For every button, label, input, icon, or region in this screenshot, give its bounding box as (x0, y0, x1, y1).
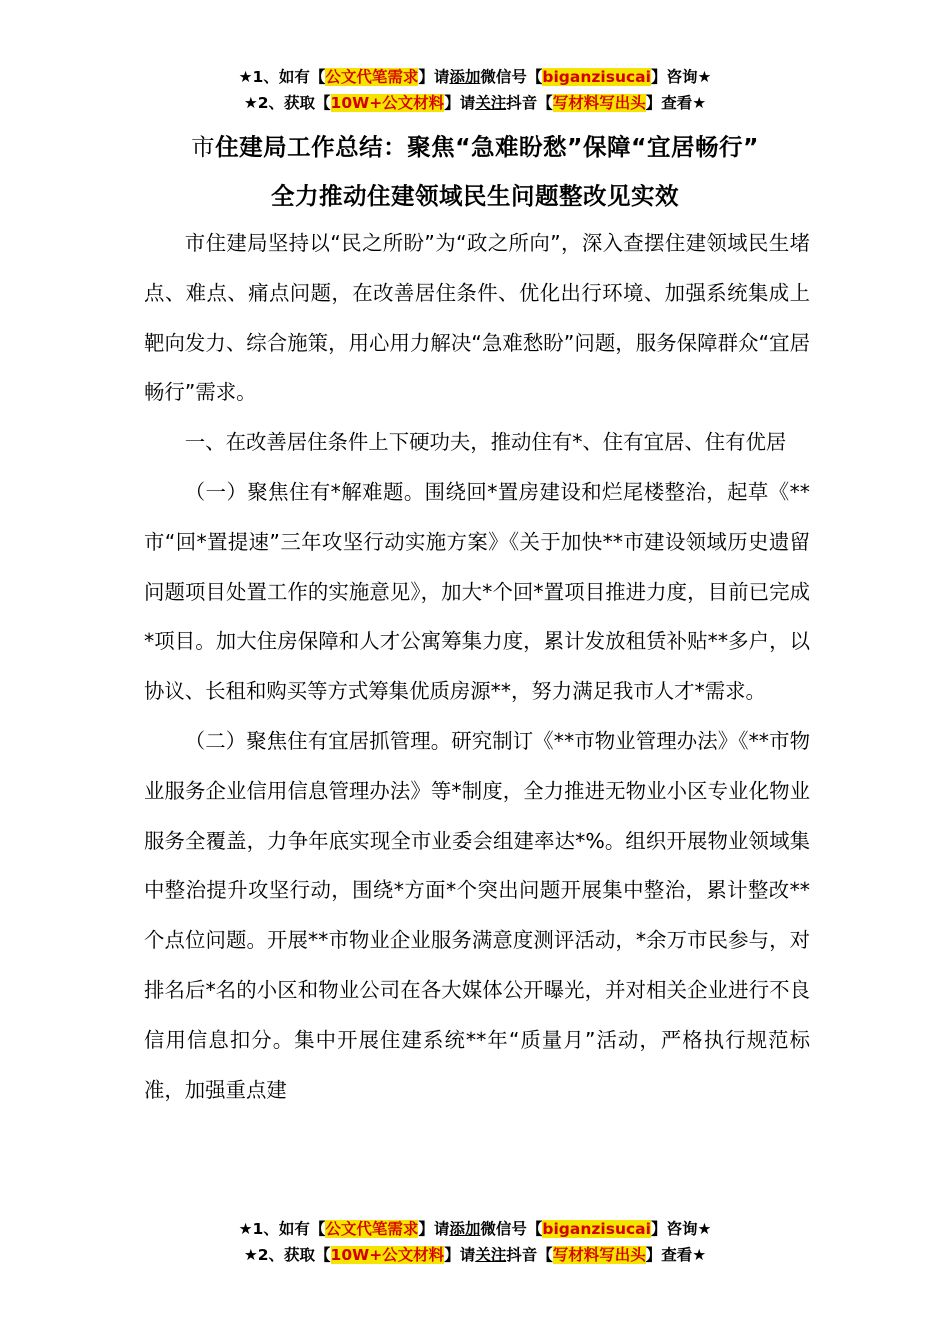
promo-text: 】请 (444, 94, 476, 112)
promo-text: ★1、如有【 (238, 68, 326, 86)
promo-line-1 (0, 64, 950, 90)
promo-highlight: 10W+公文材料 (330, 94, 445, 112)
intro-paragraph: 市住建局坚持以“民之所盼”为“政之所向”，深入查摆住建领域民生堵点、难点、痛点问题，在改善居住条件、优化出行环境、加强系统集成上靶向发力、综合施策，用心用力解决“急难愁盼”问题，服务保障群众“宜居畅行”需求。 (144, 231, 810, 405)
promo-text: ★2、获取【 (243, 1246, 331, 1264)
promo-highlight: 写材料写出头 (552, 94, 646, 112)
promo-text: 抖音【 (506, 1246, 553, 1264)
promo-text: 】请 (418, 68, 450, 86)
promo-line-2 (0, 90, 950, 116)
promo-text: 】请 (418, 1220, 450, 1238)
title-lead: 市 (191, 133, 216, 161)
promo-underline: 添加 (449, 1220, 481, 1238)
promo-text: 微信号【 (480, 1220, 543, 1238)
promo-text: ★1、如有【 (238, 1220, 326, 1238)
promo-highlight: 写材料写出头 (552, 1246, 646, 1264)
promo-text: 】咨询★ (650, 1220, 712, 1238)
body-paragraph: （一）聚焦住有*解难题。围绕回*置房建设和烂尾楼整治，起草《**市“回*置提速”三年攻坚行动实施方案》《关于加快**市建设领域历史遗留问题项目处置工作的实施意见》，加大*个回*置项目推进力度，目前已完成*项目。加大住房保障和人才公寓筹集力度，累计发放租赁补贴**多户，以协议、长租和购买等方式筹集优质房源**，努力满足我市人才*需求。 (144, 479, 810, 704)
promo-text: ★2、获取【 (243, 94, 331, 112)
promo-underline: 添加 (449, 68, 481, 86)
document-title-line-1 (0, 128, 950, 162)
promo-text: 】查看★ (645, 1246, 707, 1264)
promo-highlight: biganzisucai (542, 1220, 651, 1238)
body-paragraph: （二）聚焦住有宜居抓管理。研究制订《**市物业管理办法》《**市物业服务企业信用信息管理办法》等*制度，全力推进无物业小区专业化物业服务全覆盖，力争年底实现全市业委会组建率达*%。组织开展物业领域集中整治提升攻坚行动，围绕*方面*个突出问题开展集中整治，累计整改**个点位问题。开展**市物业企业服务满意度测评活动，*余万市民参与，对排名后*名的小区和物业公司在各大媒体公开曝光，并对相关企业进行不良信用信息扣分。集中开展住建系统**年“质量月”活动，严格执行规范标准，加强重点建 (144, 728, 810, 1102)
document-body (144, 219, 810, 1115)
promo-banner-bottom (0, 1216, 950, 1268)
promo-text: 】咨询★ (650, 68, 712, 86)
promo-highlight: 公文代笔需求 (325, 1220, 419, 1238)
promo-highlight: 10W+公文材料 (330, 1246, 445, 1264)
promo-line-2 (0, 1242, 950, 1268)
section-heading: 一、在改善居住条件上下硬功夫，推动住有*、住有宜居、住有优居 (184, 430, 787, 455)
title-text: 住建局工作总结：聚焦“急难盼愁”保障“宜居畅行” (215, 133, 759, 161)
promo-text: 抖音【 (506, 94, 553, 112)
promo-banner-top (0, 64, 950, 116)
promo-line-1 (0, 1216, 950, 1242)
promo-text: 】查看★ (645, 94, 707, 112)
promo-highlight: 公文代笔需求 (325, 68, 419, 86)
document-title-line-2: 全力推动住建领域民生问题整改见实效 (271, 182, 679, 210)
promo-highlight: biganzisucai (542, 68, 651, 86)
promo-text: 微信号【 (480, 68, 543, 86)
promo-text: 】请 (444, 1246, 476, 1264)
promo-underline: 关注 (475, 1246, 507, 1264)
promo-underline: 关注 (475, 94, 507, 112)
